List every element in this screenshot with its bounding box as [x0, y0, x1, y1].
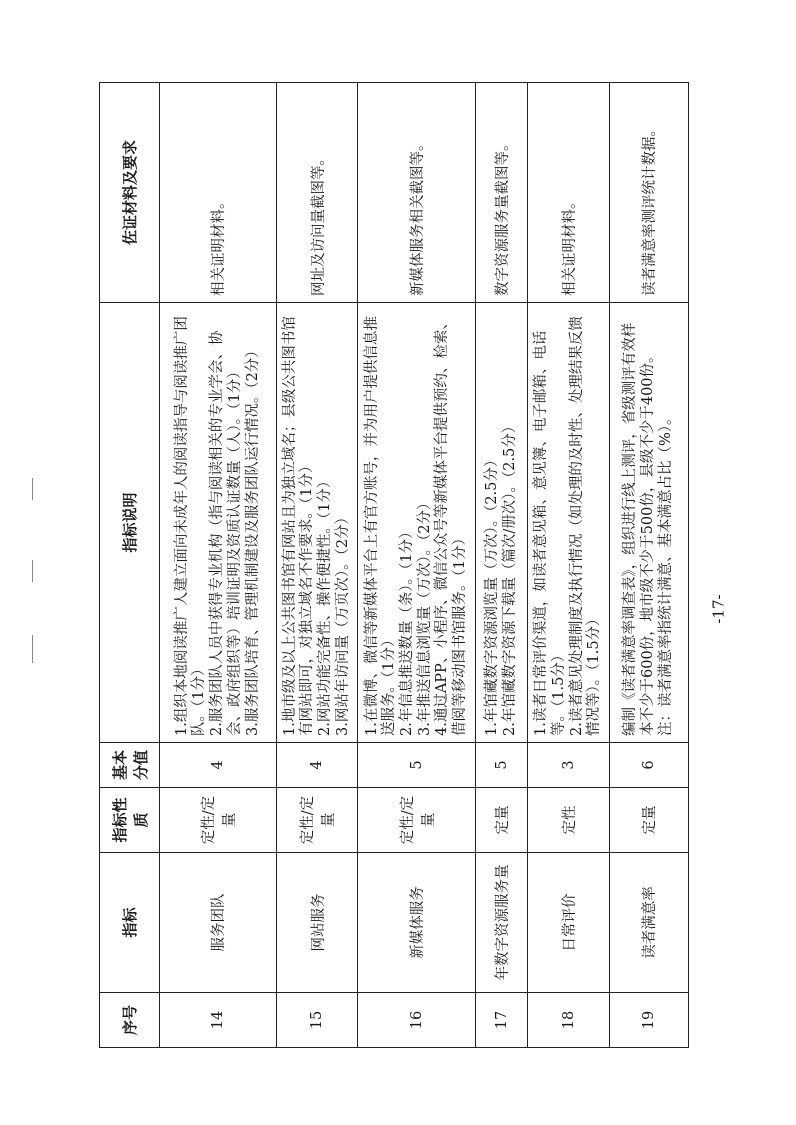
table-row — [476, 83, 528, 1048]
row-score: 6 — [609, 743, 688, 788]
description-line: 1.年馆藏数字资源浏览量（万次）。（2.5分） — [484, 452, 501, 736]
row-evidence: 数字资源服务量截图等。 — [476, 83, 528, 303]
row-nature: 定性/定量 — [358, 788, 476, 853]
description-line: 1.组织本地阅读推广人建立面向未成年人的阅读指导与阅读推广团队。（1分） — [173, 316, 208, 736]
row-nature: 定性/定量 — [160, 788, 277, 853]
binding-mark — [32, 478, 33, 500]
description-line: 2.服务团队人员中获得专业机构（指与阅读相关的专业学会、协会、政府组织等）培训证明及资质认证数量（人）。（1分） — [209, 330, 243, 736]
row-description — [160, 303, 277, 743]
header-indicator: 指标 — [100, 853, 160, 993]
row-evidence: 读者满意率测评统计数据。 — [609, 83, 688, 303]
table-row — [358, 83, 476, 1048]
row-evidence: 相关证明材料。 — [160, 83, 277, 303]
description-line: 3.年推送信息浏览量（万次）。（2分） — [416, 495, 433, 736]
row-no: 18 — [528, 993, 609, 1048]
row-nature: 定性 — [528, 788, 609, 853]
description-line: 2.年馆藏数字资源下载量（篇次/册次）。（2.5分） — [501, 418, 518, 736]
row-description — [358, 303, 476, 743]
binding-mark — [32, 635, 33, 663]
description-line: 4.通过APP、小程序、微信公众号等新媒体平台提供预约、检索、借阅等移动图书馆服务。（1分） — [434, 315, 469, 736]
table-header-row — [100, 83, 160, 1048]
indicator-table — [99, 82, 689, 1048]
row-no: 19 — [609, 993, 688, 1048]
description-line: 注：读者满意率指统计满意、基本满意占比（%）。 — [657, 410, 674, 736]
row-no: 15 — [276, 993, 357, 1048]
table-row — [609, 83, 688, 1048]
row-nature: 定量 — [609, 788, 688, 853]
description-line: 1.在微博、微信等新媒体平台上有官方账号，并为用户提供信息推送服务。（1分） — [363, 316, 398, 736]
row-indicator: 新媒体服务 — [358, 853, 476, 993]
header-score: 基本分值 — [100, 743, 160, 788]
binding-mark — [32, 560, 33, 582]
description-line: 编制《读者满意率调查表》，组织进行线上测评，省级测评有效样本不少于600份，地市级不少于500份，县级不少于400份。 — [622, 322, 656, 736]
row-evidence: 相关证明材料。 — [528, 83, 609, 303]
row-no: 14 — [160, 993, 277, 1048]
description-line: 1.读者日常评价渠道，如读者意见箱、意见簿、电子邮箱、电话等。（1.5分） — [533, 330, 567, 736]
header-evidence: 佐证材料及要求 — [100, 83, 160, 303]
description-line: 1.地市级及以上公共图书馆有网站且为独立域名；县级公共图书馆有网站即可，对独立域名不作要求。（1分） — [281, 316, 316, 736]
header-no: 序号 — [100, 993, 160, 1048]
row-indicator: 年数字资源服务量 — [476, 853, 528, 993]
header-description: 指标说明 — [100, 303, 160, 743]
row-score: 3 — [528, 743, 609, 788]
row-evidence: 网址及访问量截图等。 — [276, 83, 357, 303]
row-score: 5 — [476, 743, 528, 788]
row-score: 5 — [358, 743, 476, 788]
description-line: 2.读者意见处理制度及执行情况（如处理的及时性、处理结果反馈情况等）。（1.5分） — [568, 316, 603, 736]
row-evidence: 新媒体服务相关截图等。 — [358, 83, 476, 303]
row-description — [528, 303, 609, 743]
row-description — [276, 303, 357, 743]
row-score: 4 — [276, 743, 357, 788]
row-indicator: 服务团队 — [160, 853, 277, 993]
row-score: 4 — [160, 743, 277, 788]
row-description — [476, 303, 528, 743]
table-row — [276, 83, 357, 1048]
row-indicator: 读者满意率 — [609, 853, 688, 993]
header-nature: 指标性质 — [100, 788, 160, 853]
row-indicator: 网站服务 — [276, 853, 357, 993]
description-line: 3.服务团队培育、管理机制建设及服务团队运行情况。（2分） — [244, 343, 261, 736]
description-line: 3.网站年访问量（万页次）。（2分） — [334, 509, 351, 736]
description-line: 2.网站功能完备性、操作便捷性。（1分） — [317, 473, 334, 736]
row-nature: 定性/定量 — [276, 788, 357, 853]
table-row — [528, 83, 609, 1048]
row-description — [609, 303, 688, 743]
row-no: 17 — [476, 993, 528, 1048]
table-row — [160, 83, 277, 1048]
rotated-table-wrapper — [99, 83, 689, 1048]
row-indicator: 日常评价 — [528, 853, 609, 993]
row-nature: 定量 — [476, 788, 528, 853]
row-no: 16 — [358, 993, 476, 1048]
description-line: 2.年信息推送数量（条）。（1分） — [398, 524, 415, 736]
page-number: -17- — [709, 594, 728, 624]
